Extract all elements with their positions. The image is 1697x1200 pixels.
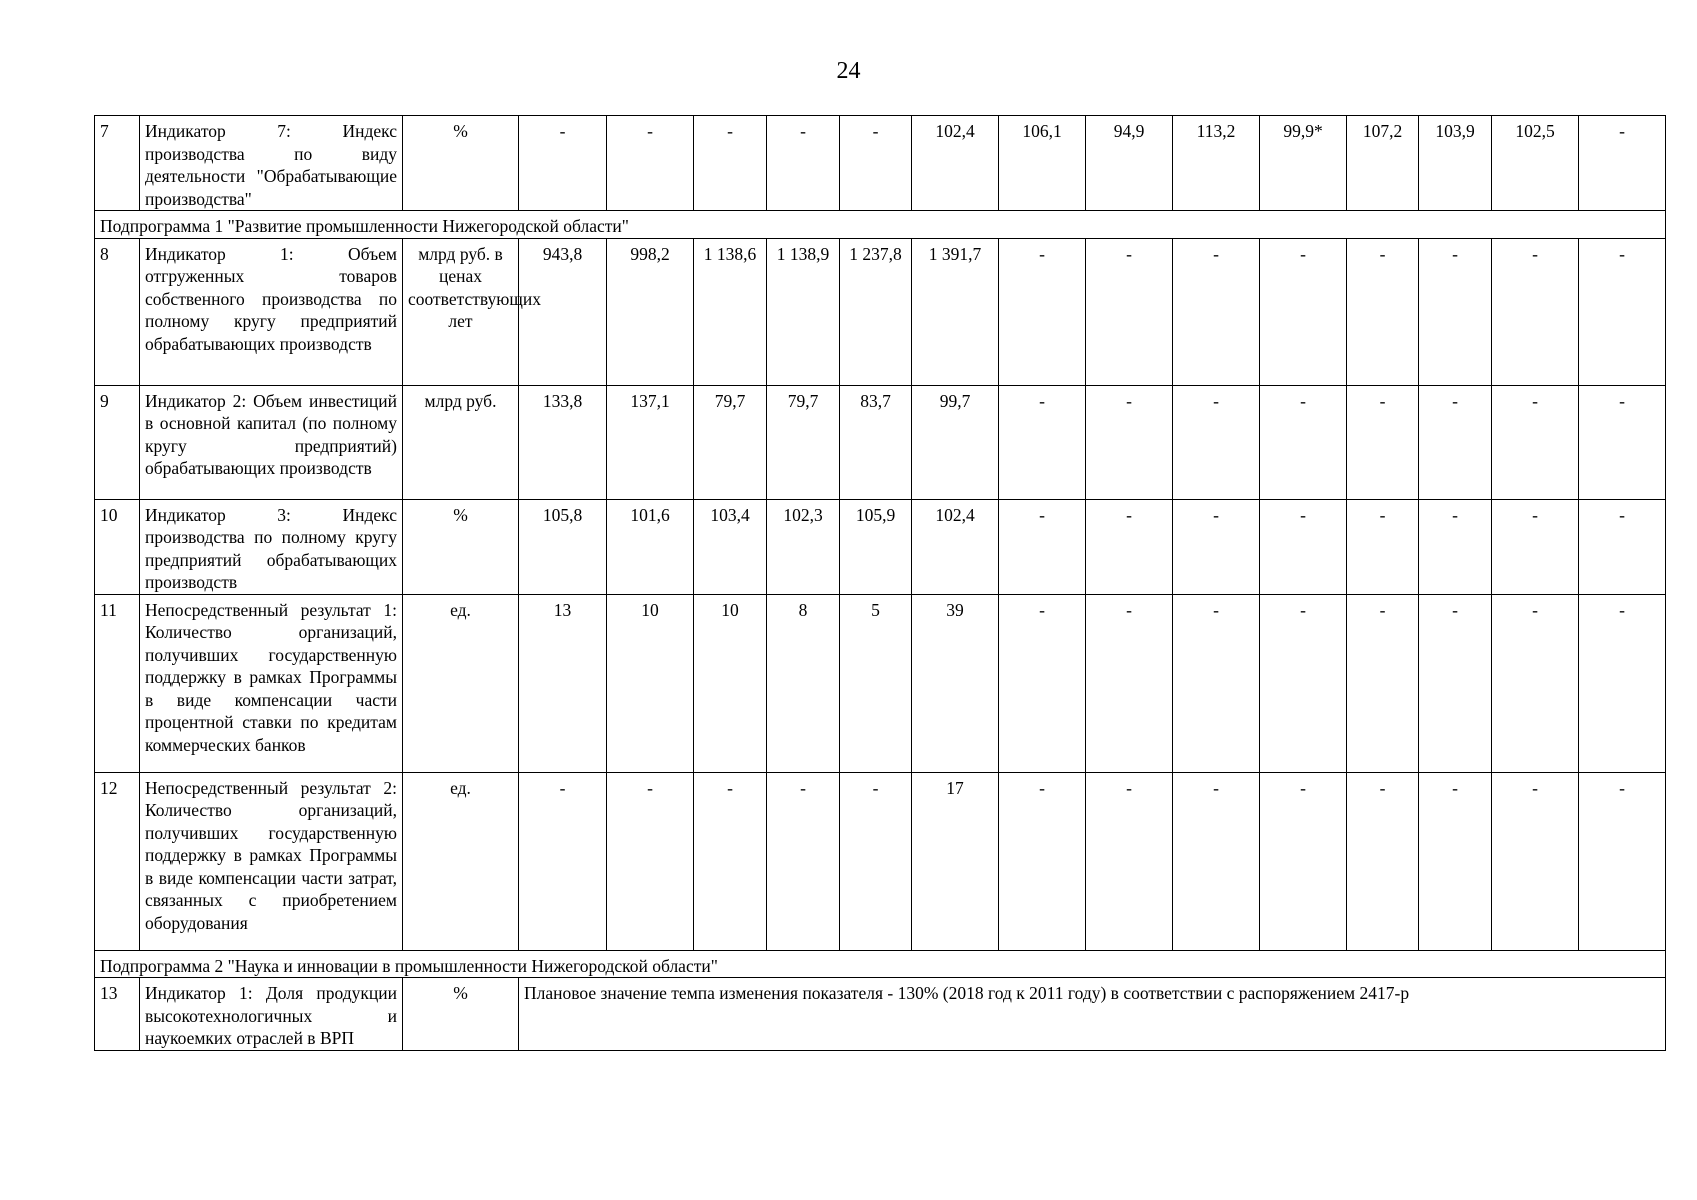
value-cell: 105,9 bbox=[840, 499, 912, 594]
value-cell: - bbox=[694, 116, 767, 211]
table-row bbox=[95, 238, 1666, 385]
value-cell: - bbox=[1260, 238, 1347, 385]
value-cell: - bbox=[1086, 772, 1173, 950]
table-row bbox=[95, 594, 1666, 772]
unit-cell: % bbox=[403, 978, 519, 1051]
row-number: 11 bbox=[95, 594, 140, 772]
value-cell: - bbox=[999, 594, 1086, 772]
indicator-name: Индикатор 1: Доля продукции высокотехнологичных и наукоемких отраслей в ВРП bbox=[140, 978, 403, 1051]
table-row bbox=[95, 116, 1666, 211]
note-cell: Плановое значение темпа изменения показателя - 130% (2018 год к 2011 году) в соответствии с распоряжением 2417-р bbox=[519, 978, 1666, 1051]
table-row bbox=[95, 772, 1666, 950]
value-cell: - bbox=[1086, 238, 1173, 385]
value-cell: 107,2 bbox=[1347, 116, 1419, 211]
table-row bbox=[95, 499, 1666, 594]
value-cell: - bbox=[1419, 385, 1492, 499]
value-cell: - bbox=[767, 772, 840, 950]
value-cell: - bbox=[1579, 772, 1666, 950]
value-cell: - bbox=[1492, 385, 1579, 499]
value-cell: 79,7 bbox=[694, 385, 767, 499]
table-row bbox=[95, 978, 1666, 1051]
section-title: Подпрограмма 2 "Наука и инновации в промышленности Нижегородской области" bbox=[95, 950, 1666, 978]
value-cell: 83,7 bbox=[840, 385, 912, 499]
value-cell: 103,4 bbox=[694, 499, 767, 594]
value-cell: - bbox=[1086, 385, 1173, 499]
value-cell: - bbox=[1419, 238, 1492, 385]
value-cell: - bbox=[1492, 772, 1579, 950]
value-cell: - bbox=[607, 772, 694, 950]
indicator-name: Индикатор 1: Объем отгруженных товаров собственного производства по полному кругу предприятий обрабатывающих производств bbox=[140, 238, 403, 385]
value-cell: - bbox=[1173, 238, 1260, 385]
value-cell: - bbox=[1419, 594, 1492, 772]
value-cell: - bbox=[999, 385, 1086, 499]
value-cell: - bbox=[1173, 594, 1260, 772]
value-cell: 1 237,8 bbox=[840, 238, 912, 385]
indicator-name: Индикатор 3: Индекс производства по полному кругу предприятий обрабатывающих производств bbox=[140, 499, 403, 594]
value-cell: - bbox=[1260, 385, 1347, 499]
value-cell: - bbox=[1492, 238, 1579, 385]
value-cell: - bbox=[1260, 499, 1347, 594]
unit-cell: млрд руб. в ценах соответствующих лет bbox=[403, 238, 519, 385]
value-cell: 99,9* bbox=[1260, 116, 1347, 211]
value-cell: - bbox=[1579, 116, 1666, 211]
value-cell: 133,8 bbox=[519, 385, 607, 499]
value-cell: - bbox=[1086, 499, 1173, 594]
unit-cell: % bbox=[403, 116, 519, 211]
value-cell: 13 bbox=[519, 594, 607, 772]
value-cell: 10 bbox=[694, 594, 767, 772]
value-cell: - bbox=[1260, 772, 1347, 950]
indicator-name: Непосредственный результат 1: Количество организаций, получивших государственную поддержку в рамках Программы в виде компенсации части процентной ставки по кредитам коммерческих банков bbox=[140, 594, 403, 772]
value-cell: 10 bbox=[607, 594, 694, 772]
row-number: 8 bbox=[95, 238, 140, 385]
value-cell: - bbox=[1086, 594, 1173, 772]
value-cell: - bbox=[1173, 772, 1260, 950]
value-cell: 39 bbox=[912, 594, 999, 772]
value-cell: 1 138,6 bbox=[694, 238, 767, 385]
value-cell: - bbox=[519, 116, 607, 211]
value-cell: - bbox=[1492, 594, 1579, 772]
value-cell: - bbox=[840, 772, 912, 950]
value-cell: 101,6 bbox=[607, 499, 694, 594]
value-cell: 94,9 bbox=[1086, 116, 1173, 211]
value-cell: - bbox=[999, 772, 1086, 950]
indicator-name: Индикатор 7: Индекс производства по виду деятельности "Обрабатывающие производства" bbox=[140, 116, 403, 211]
row-number: 12 bbox=[95, 772, 140, 950]
value-cell: 1 391,7 bbox=[912, 238, 999, 385]
section-row bbox=[95, 950, 1666, 978]
indicator-name: Индикатор 2: Объем инвестиций в основной капитал (по полному кругу предприятий) обрабатывающих производств bbox=[140, 385, 403, 499]
row-number: 10 bbox=[95, 499, 140, 594]
value-cell: - bbox=[767, 116, 840, 211]
unit-cell: ед. bbox=[403, 772, 519, 950]
value-cell: - bbox=[1579, 238, 1666, 385]
value-cell: - bbox=[1347, 772, 1419, 950]
value-cell: 943,8 bbox=[519, 238, 607, 385]
value-cell: - bbox=[1260, 594, 1347, 772]
value-cell: 17 bbox=[912, 772, 999, 950]
value-cell: - bbox=[1419, 499, 1492, 594]
value-cell: - bbox=[1492, 499, 1579, 594]
value-cell: 79,7 bbox=[767, 385, 840, 499]
value-cell: 106,1 bbox=[999, 116, 1086, 211]
value-cell: - bbox=[840, 116, 912, 211]
value-cell: - bbox=[1173, 499, 1260, 594]
unit-cell: ед. bbox=[403, 594, 519, 772]
value-cell: - bbox=[1579, 385, 1666, 499]
row-number: 7 bbox=[95, 116, 140, 211]
value-cell: - bbox=[1347, 594, 1419, 772]
value-cell: 102,4 bbox=[912, 499, 999, 594]
indicators-table bbox=[94, 115, 1666, 1051]
value-cell: 102,4 bbox=[912, 116, 999, 211]
value-cell: 137,1 bbox=[607, 385, 694, 499]
value-cell: 99,7 bbox=[912, 385, 999, 499]
section-title: Подпрограмма 1 "Развитие промышленности Нижегородской области" bbox=[95, 211, 1666, 239]
section-row bbox=[95, 211, 1666, 239]
value-cell: 5 bbox=[840, 594, 912, 772]
value-cell: 113,2 bbox=[1173, 116, 1260, 211]
value-cell: - bbox=[694, 772, 767, 950]
table-row bbox=[95, 385, 1666, 499]
unit-cell: млрд руб. bbox=[403, 385, 519, 499]
value-cell: - bbox=[1579, 499, 1666, 594]
value-cell: - bbox=[519, 772, 607, 950]
indicator-name: Непосредственный результат 2: Количество организаций, получивших государственную поддержку в рамках Программы в виде компенсации части затрат, связанных с приобретением оборудования bbox=[140, 772, 403, 950]
value-cell: - bbox=[1419, 772, 1492, 950]
value-cell: 8 bbox=[767, 594, 840, 772]
value-cell: 1 138,9 bbox=[767, 238, 840, 385]
value-cell: 998,2 bbox=[607, 238, 694, 385]
value-cell: - bbox=[999, 499, 1086, 594]
value-cell: 102,5 bbox=[1492, 116, 1579, 211]
value-cell: - bbox=[999, 238, 1086, 385]
value-cell: - bbox=[1347, 385, 1419, 499]
value-cell: - bbox=[1173, 385, 1260, 499]
value-cell: - bbox=[607, 116, 694, 211]
row-number: 9 bbox=[95, 385, 140, 499]
value-cell: - bbox=[1347, 238, 1419, 385]
value-cell: - bbox=[1579, 594, 1666, 772]
value-cell: 105,8 bbox=[519, 499, 607, 594]
row-number: 13 bbox=[95, 978, 140, 1051]
value-cell: - bbox=[1347, 499, 1419, 594]
page-number: 24 bbox=[836, 58, 861, 84]
value-cell: 103,9 bbox=[1419, 116, 1492, 211]
value-cell: 102,3 bbox=[767, 499, 840, 594]
unit-cell: % bbox=[403, 499, 519, 594]
